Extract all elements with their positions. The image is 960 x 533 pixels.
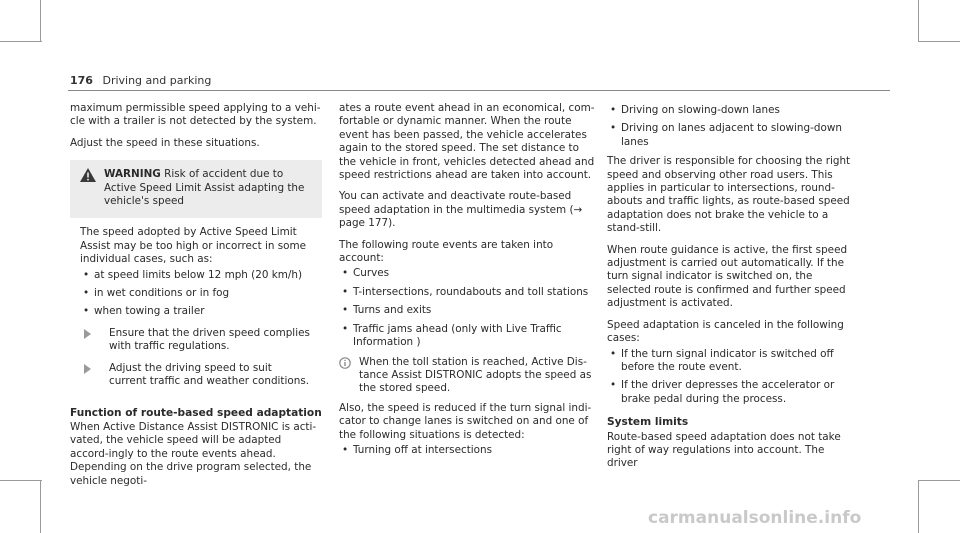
section-heading: Function of route-based speed adaptation	[70, 406, 322, 419]
step-text: Ensure that the driven speed complies with traffic regulations.	[109, 326, 310, 353]
column-2	[339, 102, 595, 463]
warning-label: WARNING	[104, 168, 161, 181]
paragraph: ates a route event ahead in an economical, com-fortable or dynamic manner. When the route event has been passed, the vehicle accelerates again to the stored speed. The set distance to the vehicle in front, vehicles detected ahead and speed restrictions ahead are taken into account.	[339, 102, 595, 182]
page-number: 176	[70, 74, 93, 87]
list-item: • If the driver depresses the accelerator or brake pedal during the process.	[607, 379, 857, 406]
warning-header	[80, 168, 312, 208]
situations-list-cont	[607, 104, 857, 149]
page-header	[70, 74, 211, 87]
header-rule	[68, 90, 890, 91]
list-item: • T-intersections, roundabouts and toll stations	[339, 286, 595, 299]
step-text: Adjust the driving speed to suit current traffic and weather conditions.	[109, 361, 310, 388]
paragraph: Also, the speed is reduced if the turn signal indi-cator to change lanes is switched on and one of the following situations is detected:	[339, 401, 592, 441]
cancel-cases-list	[607, 348, 857, 407]
paragraph: The driver is responsible for choosing the right speed and observing other road users. This applies in particular to intersections, round-abouts and traffic lights, as route-based speed adaptation does not brake the vehicle to a stand-still.	[607, 155, 851, 235]
paragraph: You can activate and deactivate route-based speed adaptation in the multimedia system (→ page 177).	[339, 190, 583, 230]
list-item: • Turns and exits	[339, 304, 595, 317]
crop-mark	[918, 41, 960, 42]
info-icon	[339, 357, 351, 396]
watermark: carmanualsonline.info	[648, 508, 862, 528]
route-events-list	[339, 267, 595, 349]
list-item: • Driving on lanes adjacent to slowing-down lanes	[607, 122, 857, 149]
list-item: • in wet conditions or in fog	[80, 287, 312, 300]
section-heading: System limits	[607, 416, 689, 429]
step-arrow-icon	[84, 329, 99, 339]
note-text: When the toll station is reached, Active Dis-tance Assist DISTRONIC adopts the speed as the stored speed.	[359, 355, 592, 395]
column-1	[70, 102, 322, 496]
warning-box	[70, 160, 322, 396]
crop-mark	[0, 480, 42, 481]
note	[339, 356, 595, 396]
list-item: • when towing a trailer	[80, 305, 312, 318]
warning-list	[80, 269, 312, 319]
list-item: • at speed limits below 12 mph (20 km/h)	[80, 269, 312, 282]
paragraph: The following route events are taken into account:	[339, 238, 554, 265]
list-item: • Driving on slowing-down lanes	[607, 104, 857, 117]
paragraph: The speed adopted by Active Speed Limit Assist may be too high or incorrect in some individual cases, such as:	[80, 226, 307, 266]
paragraph: Speed adaptation is canceled in the following cases:	[607, 318, 844, 345]
list-item: • If the turn signal indicator is switched off before the route event.	[607, 348, 857, 375]
section-title: Driving and parking	[102, 74, 212, 87]
paragraph: When Active Distance Assist DISTRONIC is acti-vated, the vehicle speed will be adapted accord-ingly to the route events ahead. Depending on the drive program selected, the vehicle negoti-	[70, 420, 317, 487]
list-item: • Turning off at intersections	[339, 444, 595, 457]
warning-body	[70, 218, 322, 396]
list-item: • Curves	[339, 267, 595, 280]
crop-mark	[0, 41, 42, 42]
crop-mark	[918, 0, 919, 42]
column-3	[607, 102, 857, 479]
crop-mark	[40, 0, 41, 42]
instruction-step	[80, 362, 312, 389]
crop-mark	[918, 480, 960, 481]
crop-mark	[918, 480, 919, 533]
warning-triangle-icon	[80, 168, 96, 186]
instruction-step	[80, 327, 312, 354]
list-item: • Traffic jams ahead (only with Live Traffic Information )	[339, 323, 595, 350]
warning-title: Risk of accident due to Active Speed Limit Assist adapting the vehicle's speed	[104, 168, 305, 208]
crop-mark	[40, 480, 41, 533]
paragraph: When route guidance is active, the first speed adjustment is carried out automatically. If the turn signal indicator is switched on, the selected route is confirmed and further speed adjustment is activated.	[607, 243, 848, 310]
paragraph: Adjust the speed in these situations.	[70, 136, 260, 149]
paragraph: maximum permissible speed applying to a vehi-cle with a trailer is not detected by the system.	[70, 102, 321, 128]
situations-list	[339, 444, 595, 457]
paragraph: Route-based speed adaptation does not take right of way regulations into account. The driver	[607, 430, 841, 470]
step-arrow-icon	[84, 364, 99, 374]
